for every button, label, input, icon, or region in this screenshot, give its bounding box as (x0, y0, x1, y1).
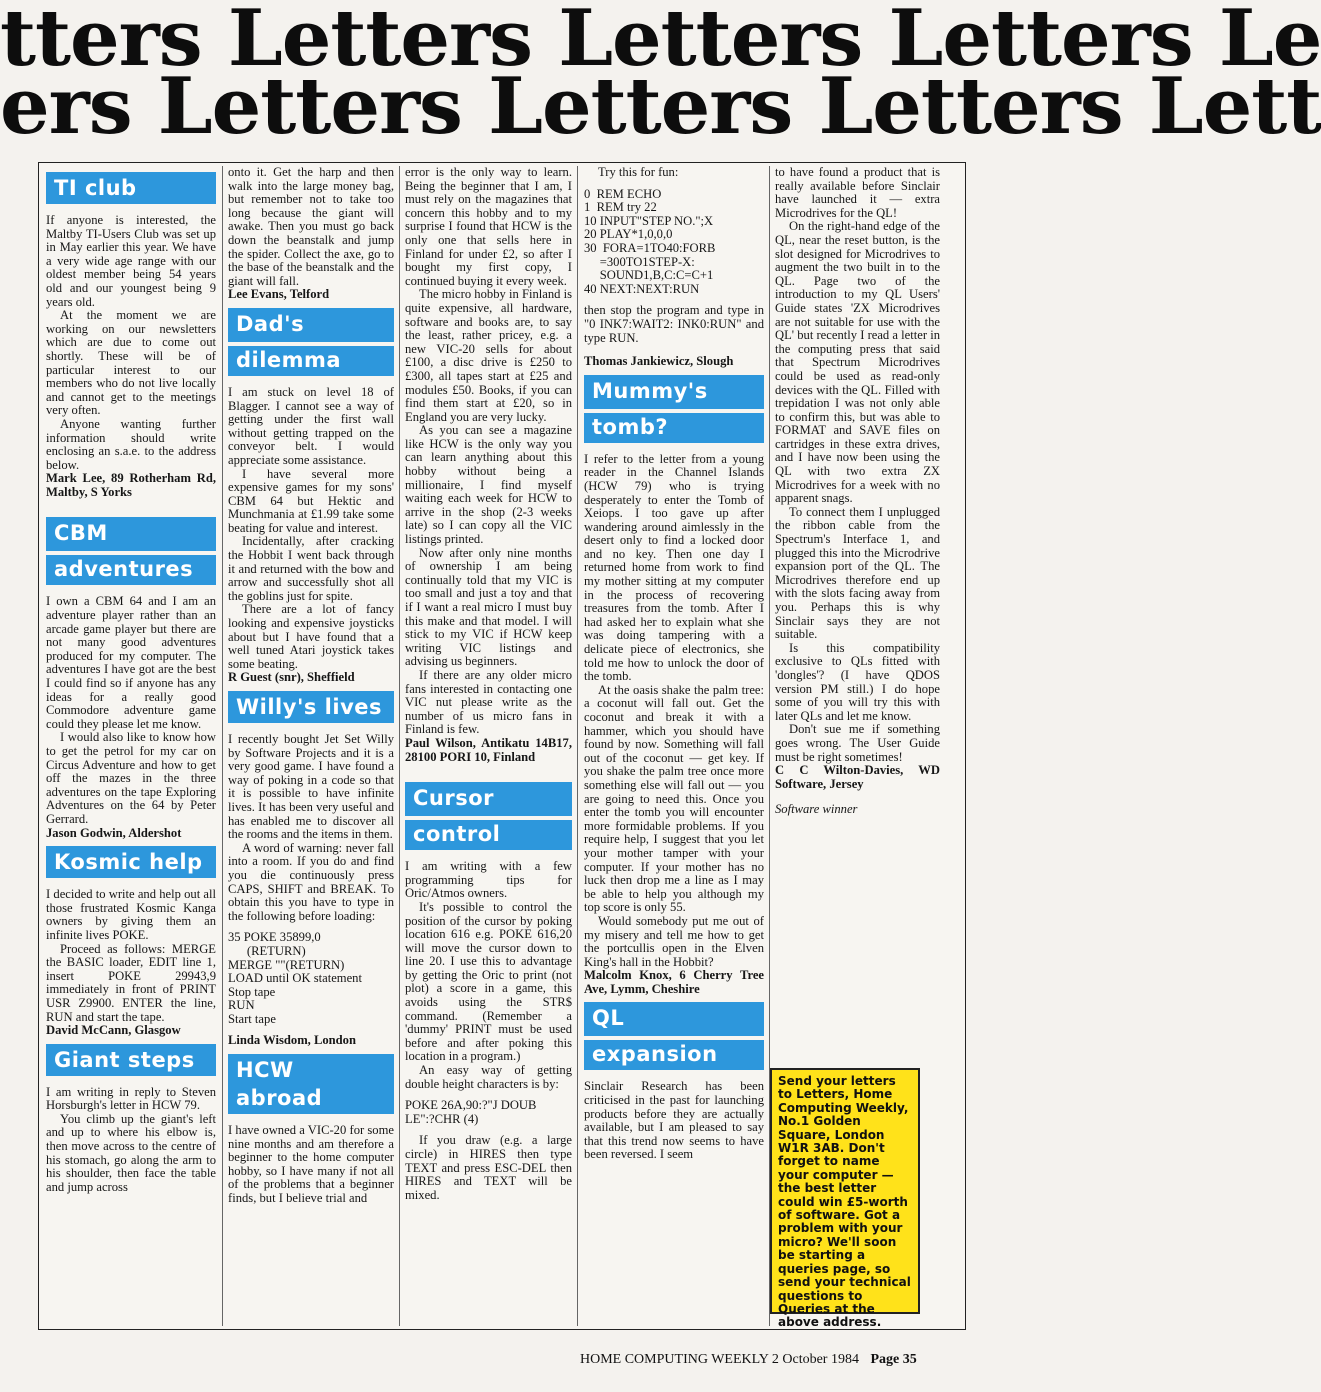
banner-word: Letters (888, 0, 1193, 84)
heading-line: adventures (46, 551, 216, 583)
paragraph: to have found a product that is really available before Sinclair have launched it — extra Microdrives for the QL! (775, 165, 940, 220)
banner-word: Letters (558, 0, 863, 84)
paragraph: As you can see a magazine like HCW is the only way you can learn anything about this hobby without being a millionaire, I find myself waiting each week for HCW to arrive in the shop (2-3 weeks late) so I can copy all the VIC listings printed. (405, 423, 572, 547)
heading-ql-expansion (584, 1002, 764, 1070)
paragraph: Anyone wanting further information should write enclosing an s.a.e. to the address below. (46, 416, 216, 472)
paragraph: The micro hobby in Finland is quite expensive, all hardware, software and books are, to say the least, rather pricey, e.g. a new VIC-20 sells for about £100, a disc drive is £250 to £300, all tapes start at £25 and modules £50. Books, if you can find them start at £20, so in England you are very lucky. (405, 287, 572, 424)
paragraph: If there are any older micro fans interested in contacting one VIC nut please write as the number of us micro fans in Finland is few. (405, 667, 572, 737)
banner-row-2 (0, 61, 1321, 152)
paragraph: It's possible to control the position of the cursor by poking location 616 e.g. POKE 616,20 will move the cursor down to line 20. I use this to advantage by getting the Oric to print (not plot) a score in a game, this avoids using the STR$ command. (Remember a 'dummy' PRINT must be used before and after poking this location in a program.) (405, 899, 572, 1064)
paragraph: I am stuck on level 18 of Blagger. I cannot see a way of getting under the first wall without getting trapped on the conveyor belt. I would appreciate some assistance. (228, 384, 394, 467)
column-4 (584, 166, 764, 1326)
heading-ti-club: TI club (46, 172, 216, 204)
paragraph: I have several more expensive games for my sons' CBM 64 but Hektic and Munchmania at £1.99 take some beating for value and interest. (228, 466, 394, 535)
paragraph: An easy way of getting double height characters is by: (405, 1063, 572, 1091)
banner-word: ers (0, 61, 132, 152)
signature: David McCann, Glasgow (46, 1023, 181, 1038)
paragraph: Is this compatibility exclusive to QLs fitted with 'dongles'? (I have QDOS version PM still.) I do hope some of you will try this with later QLs and let me know. (775, 640, 940, 723)
page-footer (580, 1352, 917, 1368)
paragraph: Proceed as follows: MERGE the BASIC loader, EDIT line 1, insert POKE 29943,9 immediately in front of PRINT USR Z9900. ENTER the line, RUN and start the tape. (46, 941, 216, 1024)
banner-word: Le (1218, 0, 1321, 84)
column-5 (775, 166, 940, 1056)
software-winner-note: Software winner (775, 802, 858, 817)
paragraph: I recently bought Jet Set Willy by Software Projects and it is a very good game. I have found a way of poking in a code so that it is possible to have infinite lives. It has been very useful and has enabled me to discover all the rooms and the items in them. (228, 732, 394, 842)
paragraph: I own a CBM 64 and I am an adventure player rather than an arcade game player but there are not many good adventures produced for my computer. The adventures I have got are the best I could find so if anyone has any ideas for a really good Commodore adventure game could they please let me know. (46, 594, 216, 731)
paragraph: error is the only way to learn. Being the beginner that I am, I must rely on the magazines that concern this hobby and to my surprise I found that HCW is the only one that sells here in Finland for under £2, so after I bought my first copy, I continued buying it every week. (405, 165, 572, 288)
code-listing: 0 REM ECHO 1 REM try 22 10 INPUT"STEP NO.";X 20 PLAY*1,0,0,0 30 FORA=1TO40:FORB =300TO1STEP-X: SOUND1,B,C:C=C+1 40 NEXT:NEXT:RUN (584, 186, 716, 296)
signature: Linda Wisdom, London (228, 1033, 356, 1048)
paragraph: onto it. Get the harp and then walk into the large money bag, but remember not to take too long because the giant will awake. Then you must go back down the beanstalk and jump the spider. Collect the axe, go to the base of the beanstalk and the giant will fall. (228, 165, 394, 288)
signature: Thomas Jankiewicz, Slough (584, 354, 734, 369)
paragraph: There are a lot of fancy looking and expensive joysticks about but I have found that a well tuned Atari joystick takes some beating. (228, 602, 394, 671)
code-listing: 35 POKE 35899,0 (RETURN) MERGE ""(RETURN) LOAD until OK statement Stop tape RUN Start tape (228, 930, 362, 1026)
paragraph: Incidentally, after cracking the Hobbit I went back through it and returned with the bow and arrow and successfully shot all the goblins just for spite. (228, 534, 394, 603)
banner-word: Lett (1148, 61, 1321, 152)
heading-cbm-adventures (46, 517, 216, 585)
column-3 (405, 166, 572, 1326)
paragraph: Now after only nine months of ownership I am being continually told that my VIC is too small and just a toy and that if I want a real micro I must buy this make and that model. I will stick to my VIC if HCW keep writing VIC listings and advising us beginners. (405, 545, 572, 669)
heading-line: Cursor (413, 786, 495, 811)
signature: Jason Godwin, Aldershot (46, 825, 182, 840)
heading-cursor-control (405, 782, 572, 850)
paragraph: To connect them I unplugged the ribbon cable from the Spectrum's Interface 1, and plugged this into the Microdrive expansion port of the QL. The Microdrives therefore end up with the slots facing away from you. Perhaps this is why Sinclair says they are not suitable. (775, 504, 940, 642)
column-1 (46, 166, 216, 1326)
heading-kosmic-help: Kosmic help (46, 846, 216, 878)
paragraph: Don't sue me if something goes wrong. The User Guide must be right sometimes! (775, 722, 940, 764)
paragraph: You climb up the giant's left and up to where his elbow is, then move across to the centre of his stomach, go along the arm to his shoulder, then face the table and jump across (46, 1111, 216, 1194)
paragraph: Try this for fun: (598, 165, 679, 179)
banner-word: Letters (488, 61, 793, 152)
heading-giant-steps: Giant steps (46, 1044, 216, 1076)
signature: Paul Wilson, Antikatu 14B17, 28100 PORI 10, Finland (405, 735, 572, 764)
paragraph: I refer to the letter from a young reader in the Channel Islands (HCW 79) who is trying desperately to enter the Tomb of Xeiops. I too gave up after wandering around aimlessly in the desert only to find a locked door and no key. Then one day I returned home from work to find my mother sitting at my computer in the process of recovering treasures from the tomb. After I had asked her to explain what she was doing tampering with a delicate piece of electronics, she told me how to unlock the door of the tomb. (584, 451, 764, 684)
paragraph: Sinclair Research has been criticised in the past for launching products before they are actually available, but I am pleased to say that this trend now seems to have been reversed. I seem (584, 1079, 764, 1162)
heading-line: CBM (54, 521, 108, 546)
column-divider (222, 166, 223, 1326)
signature: Malcolm Knox, 6 Cherry Tree Ave, Lymm, Cheshire (584, 968, 764, 996)
code-listing: POKE 26A,90:?"J DOUB LE":?CHR (4) (405, 1098, 537, 1126)
heading-line: dilemma (228, 342, 394, 374)
paragraph: If you draw (e.g. a large circle) in HIRES then type TEXT and press ESC-DEL then HIRES and TEXT will be mixed. (405, 1133, 572, 1202)
footer-publication: HOME COMPUTING WEEKLY 2 October 1984 (580, 1352, 859, 1367)
column-divider (577, 166, 578, 1326)
heading-dads-dilemma (228, 308, 394, 376)
heading-line: QL (592, 1006, 625, 1031)
signature: Mark Lee, 89 Rotherham Rd, Maltby, S Yorks (46, 471, 216, 499)
heading-willys-lives: Willy's lives (228, 691, 394, 723)
paragraph: Would somebody put me out of my misery and tell me how to get the portcullis open in the Elven King's hall in the Hobbit? (584, 913, 764, 969)
heading-hcw-abroad: HCW abroad (228, 1054, 394, 1114)
paragraph: A word of warning: never fall into a room. If you do and find you die continuously press CAPS, SHIFT and BREAK. To obtain this you have to type in the following before loading: (228, 840, 394, 923)
heading-line: expansion (584, 1036, 764, 1068)
heading-line: tomb? (584, 409, 764, 441)
column-2 (228, 166, 394, 1326)
footer-page-number: Page 35 (870, 1352, 917, 1367)
banner-word: Letters (157, 61, 462, 152)
paragraph: I decided to write and help out all those frustrated Kosmic Kanga owners by giving them an infinite lives POKE. (46, 887, 216, 942)
heading-line: control (405, 816, 572, 848)
paragraph: If anyone is interested, the Maltby TI-Users Club was set up in May earlier this year. We have a very wide age range with our oldest member being 54 years old and our youngest being 9 years old. (46, 213, 216, 309)
paragraph: At the oasis shake the palm tree: a coconut will fall out. Get the coconut and break it with a hammer, which you should have found by now. Something will fall out of the coconut — get key. If you shake the palm tree once more something else will fall out — you are going to need this. Once you enter the tomb you will encounter more formidable problems. If you require help, I suggest that you let your mother tamper with your computer. If your mother has no luck then drop me a line as I may be able to help you although my top score is only 55. (584, 682, 764, 915)
signature: Lee Evans, Telford (228, 287, 330, 302)
column-divider (399, 166, 400, 1326)
banner-word: Letters (818, 61, 1123, 152)
paragraph: I am writing in reply to Steven Horsburgh's letter in HCW 79. (46, 1084, 216, 1113)
signature: C C Wilton-Davies, WD Software, Jersey (775, 763, 940, 791)
heading-line: Dad's (236, 311, 305, 336)
paragraph: I have owned a VIC-20 for some nine months and am therefore a beginner to the home computer hobby, so I have many if not all of the problems that a beginner finds, but I believe trial and (228, 1123, 394, 1206)
send-letters-box: Send your letters to Letters, Home Computing Weekly, No.1 Golden Square, London W1R 3AB. Don't forget to name your computer — the best letter could win £5-worth of software. Got a problem with your micro? We'll soon be starting a queries page, so send your technical questions to Queries at the above address. (770, 1068, 920, 1314)
banner-word: tters (0, 0, 202, 84)
heading-mummys-tomb (584, 375, 764, 443)
paragraph: I would also like to know how to get the petrol for my car on Circus Adventure and how to get off the mazes in the three adventures on the tape Exploring Adventures on the 64 by Peter Gerrard. (46, 730, 216, 826)
paragraph: On the right-hand edge of the QL, near the reset button, is the slot designed for Microdrives to augment the two built in to the QL. Page two of the introduction to my QL Users' Guide states 'ZX Microdrives are not suitable for use with the QL' but recently I read a letter in the computing press that said that Spectrum Microdrives could be used as read-only devices with the QL. Filled with trepidation I was not only able to confirm this, but was able to FORMAT and SAVE files on cartridges in these extra drives, and I have now been using the QL with two extra ZX Microdrives for a week with no apparent snags. (775, 219, 940, 506)
paragraph: then stop the program and type in "0 INK7:WAIT2: INK0:RUN" and type RUN. (584, 303, 764, 345)
banner-word: Letters (227, 0, 533, 84)
paragraph: I am writing with a few programming tips for Oric/Atmos owners. (405, 859, 572, 901)
paragraph: At the moment we are working on our newsletters which are due to come out shortly. These will be of particular interest to our members who do not live locally and cannot get to the meetings very often. (46, 308, 216, 418)
heading-line: Mummy's (592, 378, 708, 403)
signature: R Guest (snr), Sheffield (228, 670, 355, 685)
